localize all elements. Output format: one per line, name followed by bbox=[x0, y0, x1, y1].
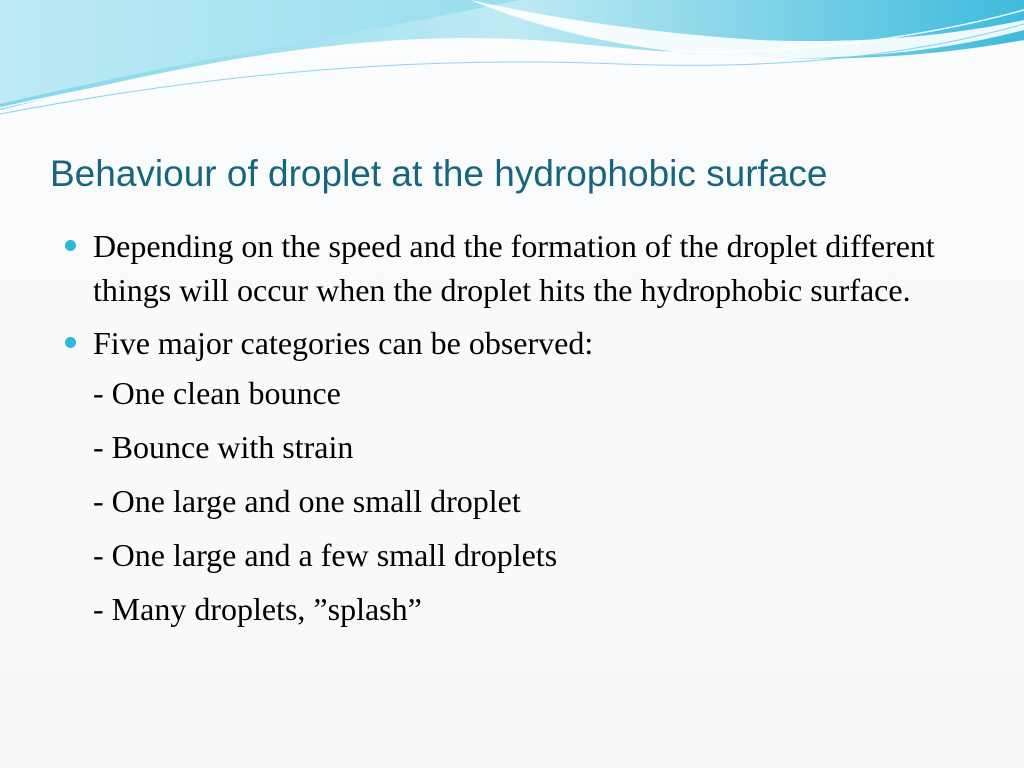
bullet-text: Depending on the speed and the formation of the droplet different things will occur when the droplet hits the hydrophobic surface. bbox=[93, 228, 935, 308]
slide-title: Behaviour of droplet at the hydrophobic surface bbox=[50, 153, 828, 194]
category-list bbox=[93, 371, 960, 631]
bullet-text: Five major categories can be observed: bbox=[93, 325, 594, 361]
category-item: - One large and a few small droplets bbox=[93, 537, 558, 573]
bullet-dot-icon bbox=[65, 337, 76, 348]
category-item: - One large and one small droplet bbox=[93, 483, 521, 519]
category-item: - One clean bounce bbox=[93, 375, 341, 411]
bullet-item bbox=[60, 224, 960, 312]
category-item: - Bounce with strain bbox=[93, 429, 354, 465]
bullet-dot-icon bbox=[65, 240, 76, 251]
category-item: - Many droplets, ”splash” bbox=[93, 591, 422, 627]
wave-decoration bbox=[0, 0, 1024, 120]
bullet-item bbox=[60, 321, 960, 631]
bullet-list bbox=[60, 224, 960, 641]
